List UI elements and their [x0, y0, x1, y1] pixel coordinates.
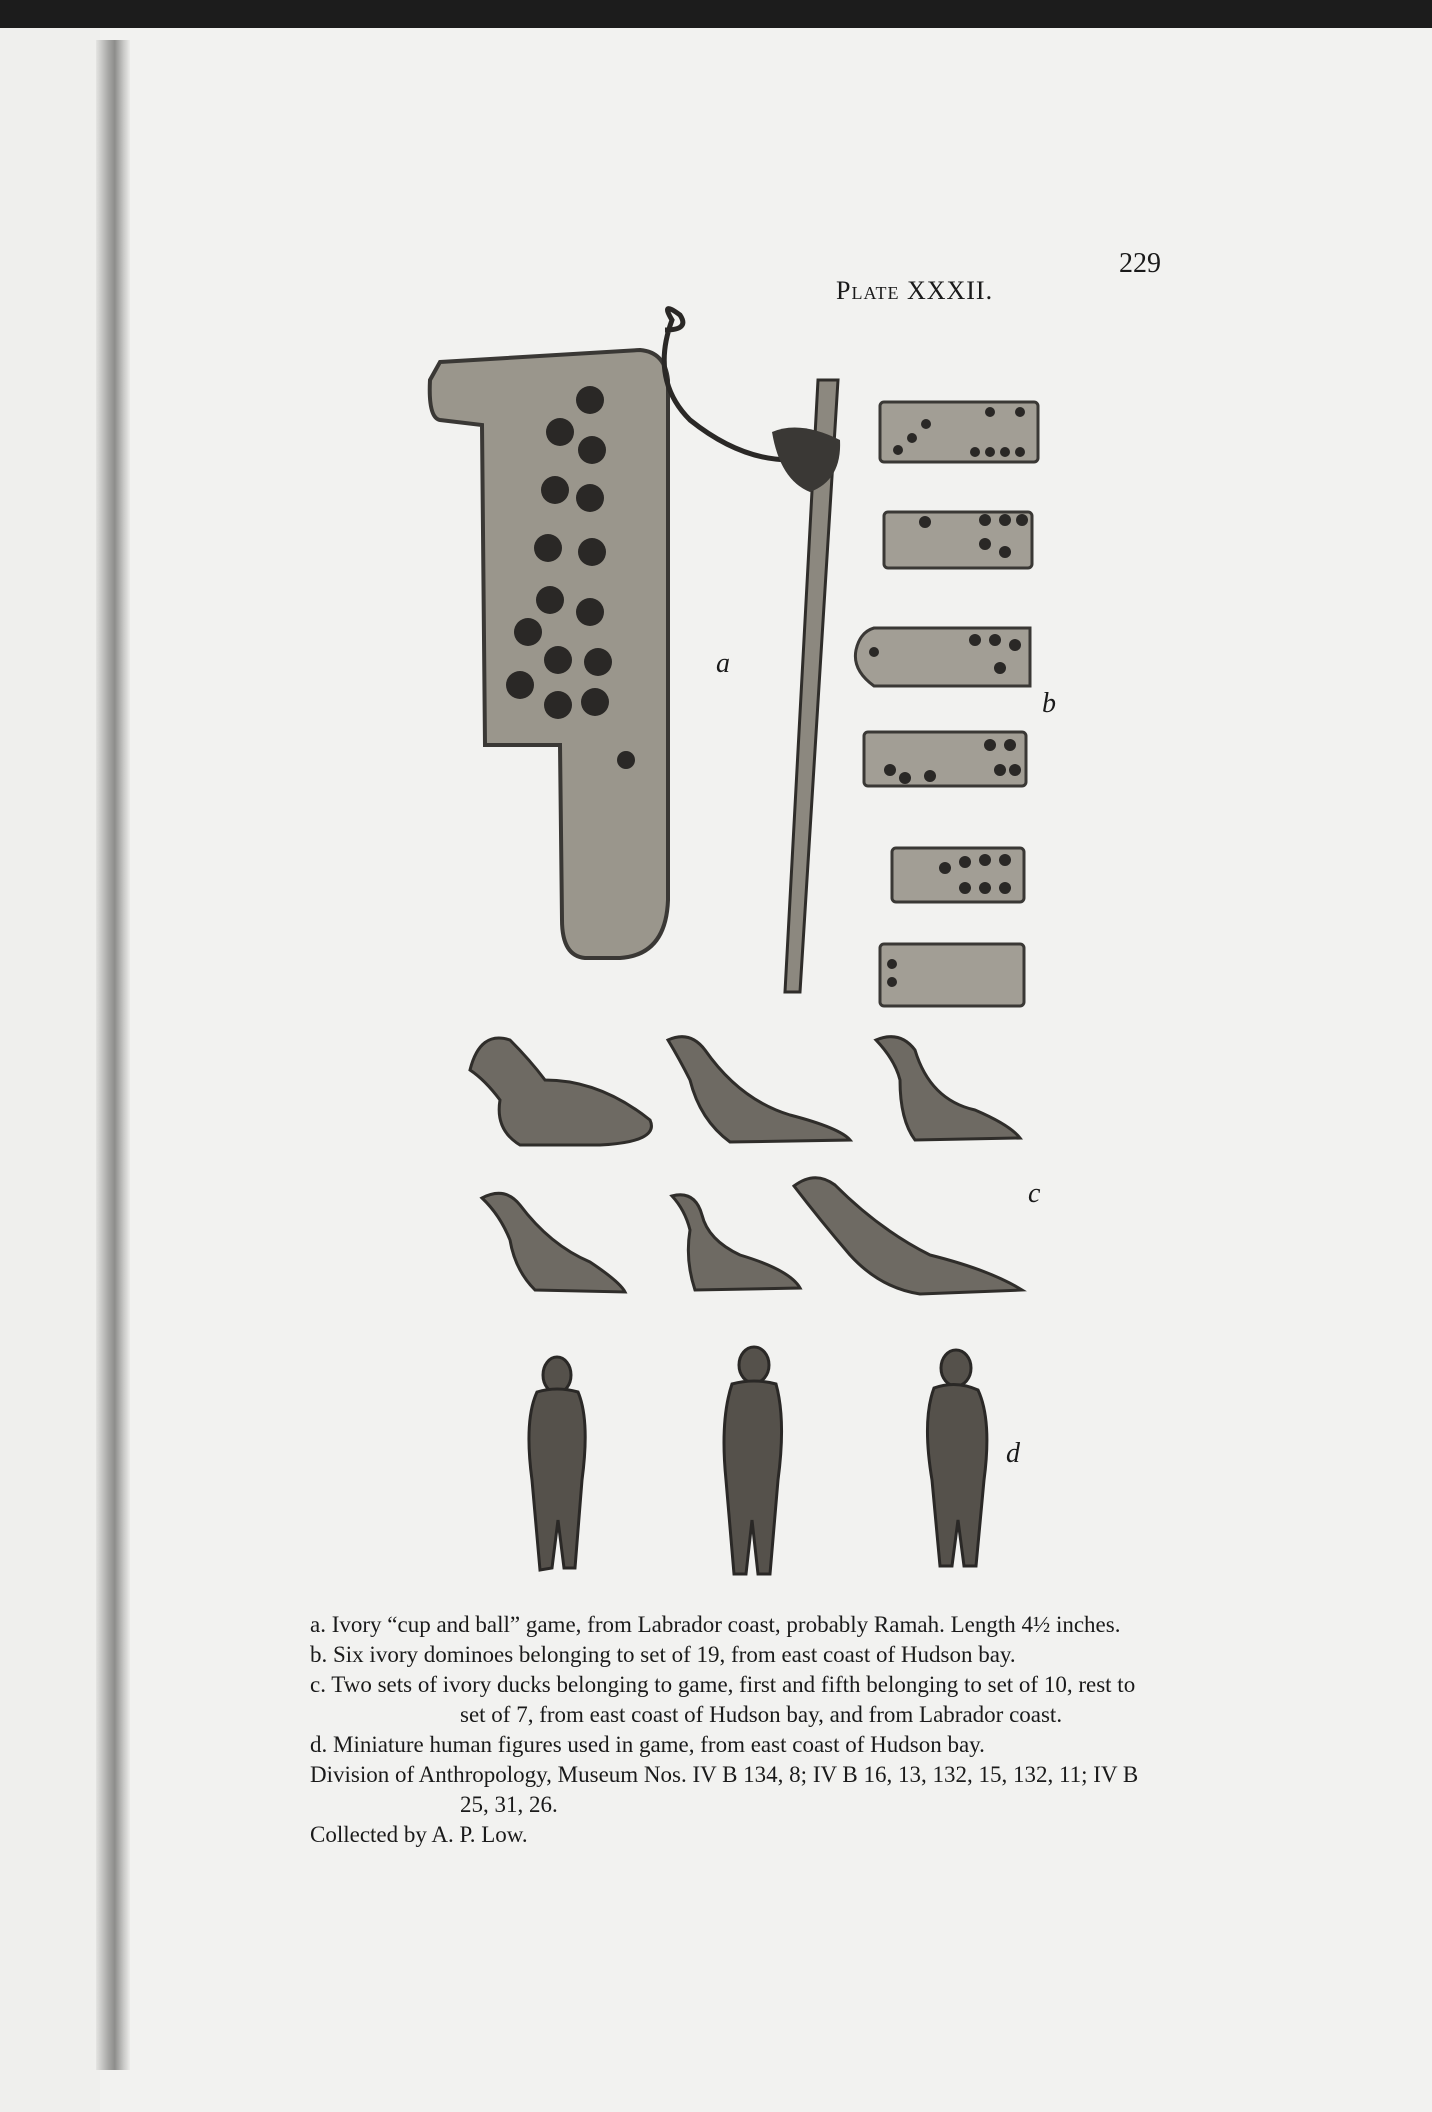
- ivory-ducks: [470, 1037, 1022, 1294]
- plate-title: Plate XXXII.: [836, 276, 994, 305]
- label-d: d: [1006, 1438, 1020, 1469]
- caption-d: d. Miniature human figures used in game, from east coast of Hudson bay.: [310, 1732, 985, 1757]
- caption-a: a. Ivory “cup and ball” game, from Labrador coast, probably Ramah. Length 4½ inches.: [310, 1612, 1121, 1637]
- dominoes: [855, 402, 1038, 1006]
- caption-b: b. Six ivory dominoes belonging to set of 19, from east coast of Hudson bay.: [310, 1642, 1016, 1667]
- cup-and-ball-game: [430, 309, 840, 992]
- caption-c: c. Two sets of ivory ducks belonging to game, first and fifth belonging to set of 10, rest to set of 7, from east coast of Hudson bay, and from Labrador coast.: [310, 1672, 1136, 1727]
- label-a: a: [716, 648, 730, 679]
- caption-collector: Collected by A. P. Low.: [310, 1822, 528, 1847]
- label-b: b: [1042, 688, 1056, 719]
- human-figures: [529, 1347, 987, 1574]
- plate-caption: [310, 1610, 1152, 1850]
- label-c: c: [1028, 1178, 1041, 1209]
- page-number: 229: [1119, 248, 1161, 279]
- caption-division: Division of Anthropology, Museum Nos. IV B 134, 8; IV B 16, 13, 132, 15, 132, 11; IV B 25, 31, 26.: [310, 1762, 1139, 1817]
